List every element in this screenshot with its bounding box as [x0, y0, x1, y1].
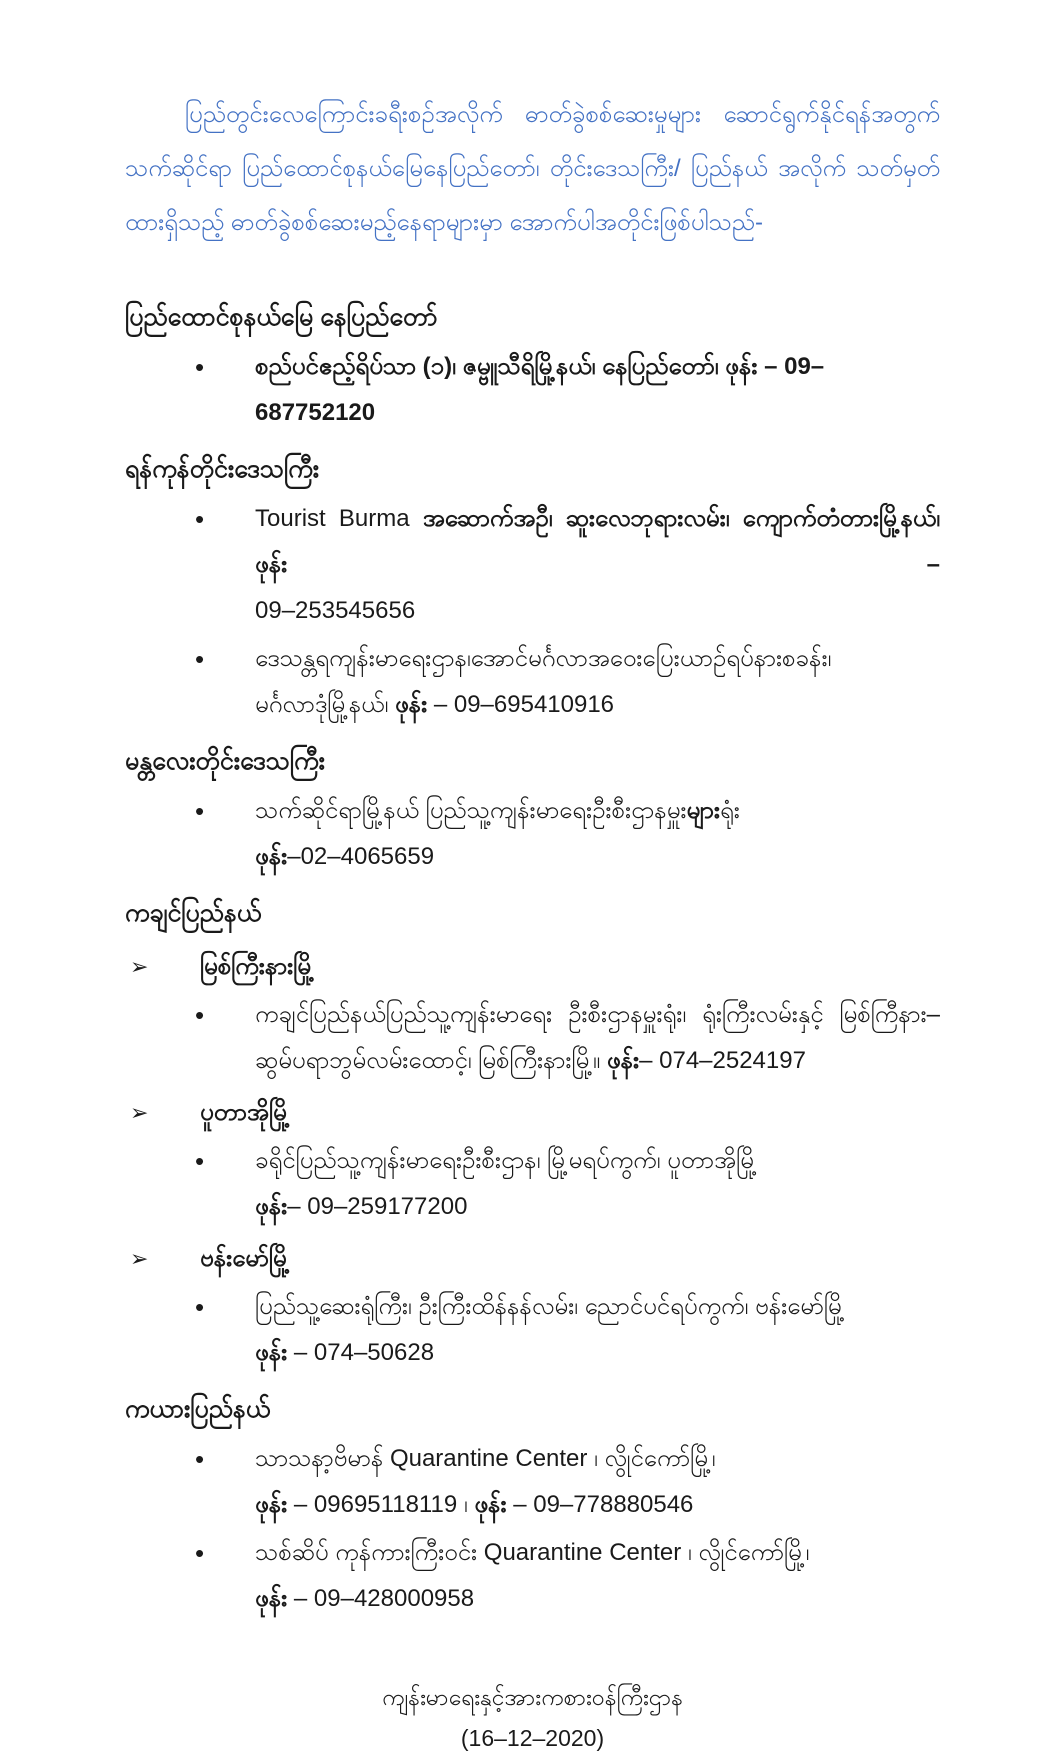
region-section: [125, 1384, 940, 1622]
center-entry: [125, 344, 940, 436]
center-entry: [125, 1284, 940, 1376]
center-entry: [125, 496, 940, 634]
bullet-icon: •: [195, 1146, 205, 1176]
entry-text: [255, 1138, 940, 1230]
entry-line: ဆွမ်ပရာဘွမ်လမ်းထောင့်၊ မြစ်ကြီးနားမြို့။ ဖုန်း– 074–2524197: [255, 1047, 806, 1074]
bullet-icon: •: [195, 352, 205, 382]
entry-line: ဖုန်း– 09–259177200: [255, 1193, 468, 1220]
arrow-bullet-icon: ➢: [130, 954, 149, 979]
town-entry: [125, 1236, 940, 1282]
town-label: ဗန်းမော်မြို့: [200, 1245, 291, 1272]
center-entry: [125, 1436, 940, 1528]
region-heading: ကယားပြည်နယ်: [125, 1395, 271, 1423]
region-section: [125, 444, 940, 728]
region-heading: ရန်ကုန်တိုင်းဒေသကြီး: [125, 455, 320, 483]
arrow-bullet-icon: ➢: [130, 1100, 149, 1125]
bullet-icon: •: [195, 1538, 205, 1568]
sections: [125, 292, 940, 1622]
entry-line: စည်ပင်ဧည့်ရိပ်သာ (၁)၊ ဇမ္ဗူသီရိမြို့နယ်၊ နေပြည်တော်၊ ဖုန်း – 09–687752120: [255, 353, 825, 426]
bullet-icon: •: [195, 504, 205, 534]
entry-text: [255, 992, 940, 1084]
entry-text: [255, 1530, 940, 1622]
entry-line: ခရိုင်ပြည်သူ့ကျန်းမာရေးဦးစီးဌာန၊ မြို့မရပ်ကွက်၊ ပူတာအိုမြို့: [255, 1147, 758, 1174]
center-entry: [125, 1138, 940, 1230]
entry-text: [255, 496, 940, 634]
center-entry: [125, 1530, 940, 1622]
entry-line: သာသနာ့ဗိမာန် Quarantine Center ၊ လွိုင်ကော်မြို့၊: [255, 1445, 716, 1472]
bullet-icon: •: [195, 1444, 205, 1474]
entry-line: 09–253545656: [255, 597, 416, 624]
entry-line: ဖုန်း – 09–428000958: [255, 1585, 475, 1612]
town-label: မြစ်ကြီးနားမြို့: [200, 953, 315, 980]
bullet-icon: •: [195, 1000, 205, 1030]
entry-line: ဖုန်း – 09695118119 ၊ ဖုန်း – 09–778880546: [255, 1491, 694, 1518]
entry-text: [255, 788, 940, 880]
entry-text: [255, 344, 940, 436]
town-label: ပူတာအိုမြို့: [200, 1099, 291, 1126]
entry-line: ကချင်ပြည်နယ်ပြည်သူ့ကျန်းမာရေး ဦးစီးဌာနမှူးရုံး၊ ရုံးကြီးလမ်းနှင့် မြစ်ကြီနား–: [255, 1001, 940, 1028]
footer: [125, 1676, 940, 1758]
entry-text: [255, 1436, 940, 1528]
region-heading: ပြည်ထောင်စုနယ်မြေ နေပြည်တော်: [125, 303, 438, 331]
intro-paragraph: ပြည်တွင်းလေကြောင်းခရီးစဉ်အလိုက် ဓာတ်ခွဲစစ်ဆေးမှုများ ဆောင်ရွက်နိုင်ရန်အတွက် သက်ဆိုင်ရာ ပြည်ထောင်စုနယ်မြေနေပြည်တော်၊ တိုင်းဒေသကြီး/ ပြည်နယ် အလိုက် သတ်မှတ်ထားရှိသည့် ဓာတ်ခွဲစစ်ဆေးမည့်နေရာများမှာ အောက်ပါအတိုင်းဖြစ်ပါသည်-: [125, 101, 940, 236]
entry-line: Tourist Burma အဆောက်အဦ၊ ဆူးလေဘုရားလမ်း၊ ကျောက်တံတားမြို့နယ်၊ ဖုန်း –: [255, 505, 940, 578]
entry-line: ဒေသန္တရကျန်းမာရေးဌာန၊အောင်မင်္ဂလာအဝေးပြေးယာဉ်ရပ်နားစခန်း၊: [255, 645, 832, 672]
entry-line: မင်္ဂလာဒုံမြို့နယ်၊ ဖုန်း – 09–695410916: [255, 691, 615, 718]
center-entry: [125, 788, 940, 880]
footer-date: (16–12–2020): [460, 1725, 605, 1751]
town-entry: [125, 944, 940, 990]
center-entry: [125, 992, 940, 1084]
region-heading: ကချင်ပြည်နယ်: [125, 899, 262, 927]
entry-line: ပြည်သူ့ဆေးရုံကြီး၊ ဦးကြီးထိန်နန်လမ်း၊ ညောင်ပင်ရပ်ကွက်၊ ဗန်းမော်မြို့: [255, 1293, 846, 1320]
arrow-bullet-icon: ➢: [130, 1246, 149, 1271]
bullet-icon: •: [195, 1292, 205, 1322]
entry-line: ဖုန်း–02–4065659: [255, 843, 435, 870]
entry-line: သက်ဆိုင်ရာမြို့နယ် ပြည်သူ့ကျန်းမာရေးဦးစီးဌာနမှူးများရုံး: [255, 797, 740, 824]
entry-line: ဖုန်း – 074–50628: [255, 1339, 435, 1366]
town-entry: [125, 1090, 940, 1136]
entry-text: [255, 1284, 940, 1376]
region-heading: မန္တလေးတိုင်းဒေသကြီး: [125, 747, 325, 775]
center-entry: [125, 636, 940, 728]
footer-organization: ကျန်းမာရေးနှင့်အားကစားဝန်ကြီးဌာန: [382, 1684, 683, 1710]
entry-line: သစ်ဆိပ် ကုန်ကားကြီးဝင်း Quarantine Center ၊ လွိုင်ကော်မြို့၊: [255, 1539, 810, 1566]
region-section: [125, 736, 940, 880]
region-section: [125, 292, 940, 436]
bullet-icon: •: [195, 644, 205, 674]
region-section: [125, 888, 940, 1376]
entry-text: [255, 636, 940, 728]
bullet-icon: •: [195, 796, 205, 826]
